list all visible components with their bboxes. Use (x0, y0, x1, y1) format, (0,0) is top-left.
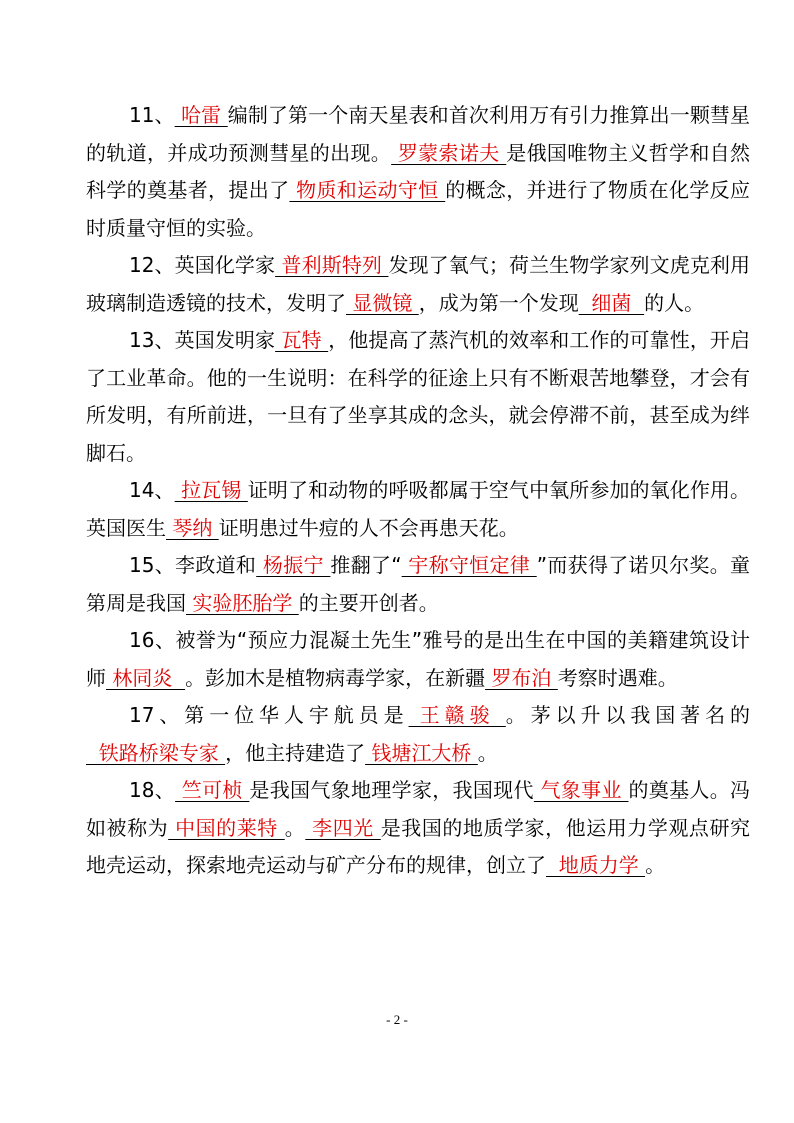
answer-blank: 李四光 (305, 815, 381, 840)
answer-blank: 王赣骏 (408, 703, 506, 727)
question-text: 13、英国发明家 (129, 328, 276, 352)
page-number: - 2 - (386, 1012, 408, 1027)
answer-blank: 拉瓦锡 (174, 478, 248, 502)
answer-blank: 气象事业 (533, 778, 629, 802)
question-text: 12、英国化学家 (129, 253, 276, 277)
answer-blank: 宇称守恒定律 (401, 553, 537, 577)
question-paragraph-q12 (86, 247, 750, 322)
question-text: 。茅以升以我国著名的 (505, 703, 750, 727)
question-text: 推翻了“ (330, 553, 402, 577)
question-text: 证明了和动物的呼吸都属于空气中氧所参加的氧化作用。英国医生 (86, 478, 751, 540)
question-paragraph-q17 (86, 697, 750, 772)
answer-blank: 杨振宁 (256, 553, 331, 577)
question-text: 的主要开创者。 (298, 590, 439, 615)
question-text: ，他主持建造了 (225, 740, 366, 765)
answer-blank: 罗布泊 (485, 665, 558, 690)
answer-blank: 罗蒙索诺夫 (391, 140, 507, 165)
question-text: 的奠基人。冯如被称为 (86, 778, 751, 840)
answer-blank: 显微镜 (346, 290, 419, 315)
question-text: 编制了第一个南天星表和首次利用万有引力推算出一颗彗星的轨道，并成功预测彗星的出现。 (86, 103, 751, 165)
answer-blank: 地质力学 (546, 853, 646, 877)
question-text: 的概念，并进行了物质在化学反应时质量守恒的实验。 (86, 178, 751, 240)
question-text: 14、 (129, 478, 175, 502)
question-text: 16、被誉为“预应力混凝土先生”雅号的是出生在中国的美籍建筑设计师 (86, 628, 750, 690)
answer-blank: 铁路桥梁专家 (86, 740, 226, 765)
question-text: ，成为第一个发现 (418, 290, 579, 315)
question-text: 。 (477, 740, 498, 765)
answer-blank: 琴纳 (166, 515, 219, 540)
question-paragraph-q18 (86, 772, 750, 885)
question-text: ，他提高了蒸汽机的效率和工作的可靠性，开启了工业革命。他的一生说明：在科学的征途上只有不断艰苦地攀登，才会有所发明，有所前进，一旦有了坐享其成的念头，就会停滞不前，甚至成为绊脚石。 (86, 328, 751, 465)
answer-blank: 哈雷 (174, 103, 228, 127)
answer-blank: 实验胚胎学 (186, 590, 299, 615)
question-text: 17、第一位华人宇航员是 (129, 703, 409, 727)
document-body (86, 97, 750, 885)
question-paragraph-q15 (86, 547, 750, 622)
answer-blank: 瓦特 (275, 328, 329, 352)
question-text: 是俄国唯物主义哲学和自然科学的奠基者，提出了 (86, 140, 751, 202)
answer-blank: 林同炎 (106, 665, 186, 690)
answer-blank: 物质和运动守恒 (289, 178, 446, 202)
question-text: ”而获得了诺贝尔奖。童第周是我国 (86, 553, 751, 615)
question-text: 是我国的地质学家，他运用力学观点研究地壳运动，探索地壳运动与矿产分布的规律，创立了 (86, 815, 751, 877)
answer-blank: 细菌 (578, 290, 645, 315)
question-text: 的人。 (644, 290, 705, 315)
question-paragraph-q16 (86, 622, 750, 697)
question-text: 。彭加木是植物病毒学家，在新疆 (185, 665, 486, 690)
question-text: 考察时遇难。 (557, 665, 678, 690)
question-text: 18、 (129, 778, 176, 802)
question-paragraph-q11 (86, 97, 750, 247)
answer-blank: 钱塘江大桥 (365, 740, 478, 765)
question-text: 是我国气象地理学家，我国现代 (249, 778, 534, 802)
answer-blank: 竺可桢 (175, 778, 250, 802)
question-text: 。 (284, 815, 306, 840)
answer-blank: 中国的莱特 (168, 815, 285, 840)
question-text: 15、李政道和 (129, 553, 257, 577)
question-text: 发现了氧气；荷兰生物学家列文虎克利用玻璃制造透镜的技术，发明了 (86, 253, 751, 315)
question-paragraph-q13 (86, 322, 750, 472)
question-text: 。 (645, 853, 666, 877)
question-text: 证明患过牛痘的人不会再患天花。 (218, 515, 519, 540)
question-text: 11、 (129, 103, 175, 127)
question-paragraph-q14 (86, 472, 750, 547)
answer-blank: 普利斯特列 (275, 253, 389, 277)
